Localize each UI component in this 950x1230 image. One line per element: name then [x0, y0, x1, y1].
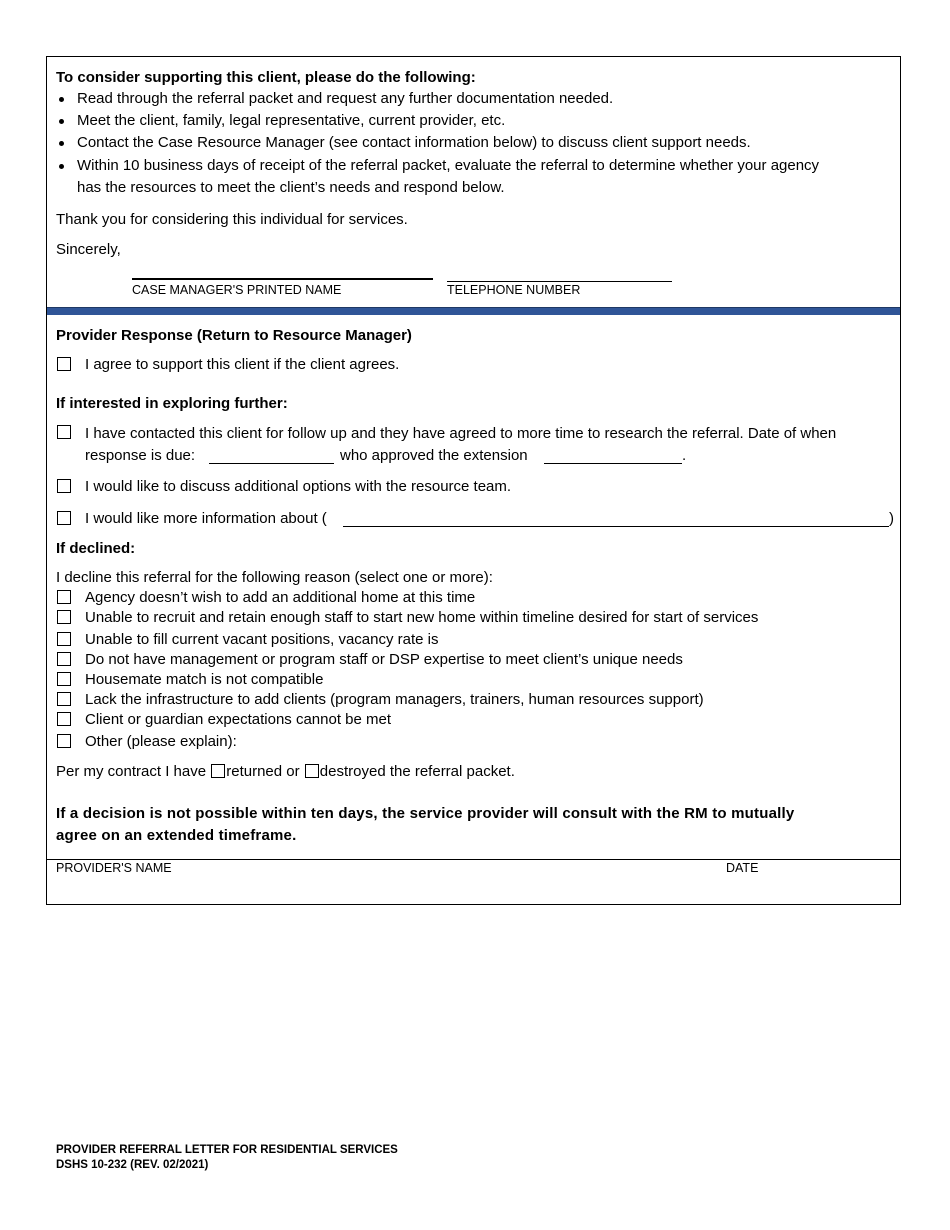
thanks-text: Thank you for considering this individual for services.: [56, 211, 408, 228]
discuss-options-label: I would like to discuss additional options with the resource team.: [85, 478, 512, 495]
reason-checkbox[interactable]: [57, 610, 71, 624]
agree-label: I agree to support this client if the client agrees.: [85, 356, 400, 373]
bullet-icon: [59, 119, 64, 124]
date-label: DATE: [726, 861, 759, 875]
discuss-options-checkbox[interactable]: [57, 479, 71, 493]
destroyed-checkbox[interactable]: [305, 764, 319, 778]
intro-bullet-1: Read through the referral packet and request any further documentation needed.: [77, 90, 614, 107]
signature-row-divider: [47, 859, 900, 860]
reason-label: Agency doesn’t wish to add an additional home at this time: [85, 589, 476, 606]
response-due-label: response is due:: [85, 447, 196, 464]
more-info-close-paren: ): [889, 510, 894, 527]
provider-response-heading: Provider Response (Return to Resource Manager): [56, 327, 412, 344]
reason-checkbox[interactable]: [57, 712, 71, 726]
more-info-checkbox[interactable]: [57, 511, 71, 525]
agree-checkbox[interactable]: [57, 357, 71, 371]
decision-note-line2: agree on an extended timeframe.: [56, 827, 297, 844]
intro-bullet-3: Contact the Case Resource Manager (see contact information below) to discuss client support needs.: [77, 134, 751, 151]
intro-bullet-4-cont: has the resources to meet the client’s needs and respond below.: [77, 179, 505, 196]
provider-name-label: PROVIDER'S NAME: [56, 861, 172, 875]
intro-bullet-2: Meet the client, family, legal representative, current provider, etc.: [77, 112, 506, 129]
contract-text-b: returned or: [226, 763, 300, 780]
telephone-number-label: TELEPHONE NUMBER: [447, 283, 581, 297]
more-info-field[interactable]: [343, 526, 889, 527]
approved-extension-label: who approved the extension: [340, 447, 528, 464]
bullet-icon: [59, 97, 64, 102]
contract-line: [56, 763, 515, 780]
returned-checkbox[interactable]: [211, 764, 225, 778]
form-number: DSHS 10-232 (REV. 02/2021): [56, 1159, 209, 1171]
bullet-icon: [59, 164, 64, 169]
case-manager-name-field[interactable]: [132, 278, 433, 280]
reason-label: Lack the infrastructure to add clients (program managers, trainers, human resources support): [85, 691, 704, 708]
intro-bullet-4: Within 10 business days of receipt of the referral packet, evaluate the referral to determine whether your agency: [77, 157, 820, 174]
reason-label: Unable to recruit and retain enough staff to start new home within timeline desired for start of services: [85, 609, 759, 626]
approved-by-field[interactable]: [544, 463, 682, 464]
telephone-number-field[interactable]: [447, 281, 672, 282]
form-title: PROVIDER REFERRAL LETTER FOR RESIDENTIAL SERVICES: [56, 1144, 398, 1156]
contract-text-a: Per my contract I have: [56, 763, 207, 780]
reason-label: Other (please explain):: [85, 733, 237, 750]
decline-intro: I decline this referral for the following reason (select one or more):: [56, 569, 493, 586]
reason-label: Do not have management or program staff or DSP expertise to meet client’s unique needs: [85, 651, 683, 668]
period-text: .: [682, 447, 687, 464]
response-due-date-field[interactable]: [209, 463, 334, 464]
reason-label: Client or guardian expectations cannot be met: [85, 711, 392, 728]
reason-checkbox[interactable]: [57, 652, 71, 666]
reason-checkbox[interactable]: [57, 590, 71, 604]
contacted-label-line1: I have contacted this client for follow up and they have agreed to more time to research the referral. Date of when: [85, 425, 837, 442]
reason-label: Unable to fill current vacant positions, vacancy rate is: [85, 631, 439, 648]
bullet-icon: [59, 141, 64, 146]
reason-checkbox[interactable]: [57, 632, 71, 646]
case-manager-name-label: CASE MANAGER'S PRINTED NAME: [132, 283, 342, 297]
section-divider-bar: [47, 308, 900, 315]
reason-checkbox[interactable]: [57, 672, 71, 686]
more-info-label: I would like more information about (: [85, 510, 327, 527]
explore-heading: If interested in exploring further:: [56, 395, 288, 412]
reason-label: Housemate match is not compatible: [85, 671, 324, 688]
reason-checkbox[interactable]: [57, 692, 71, 706]
decision-note-line1: If a decision is not possible within ten days, the service provider will consult with the RM to mutually: [56, 805, 795, 822]
intro-heading: To consider supporting this client, please do the following:: [56, 69, 476, 86]
contract-text-c: destroyed the referral packet.: [319, 763, 515, 780]
declined-heading: If declined:: [56, 540, 136, 557]
contacted-checkbox[interactable]: [57, 425, 71, 439]
closing-text: Sincerely,: [56, 241, 121, 258]
reason-checkbox[interactable]: [57, 734, 71, 748]
